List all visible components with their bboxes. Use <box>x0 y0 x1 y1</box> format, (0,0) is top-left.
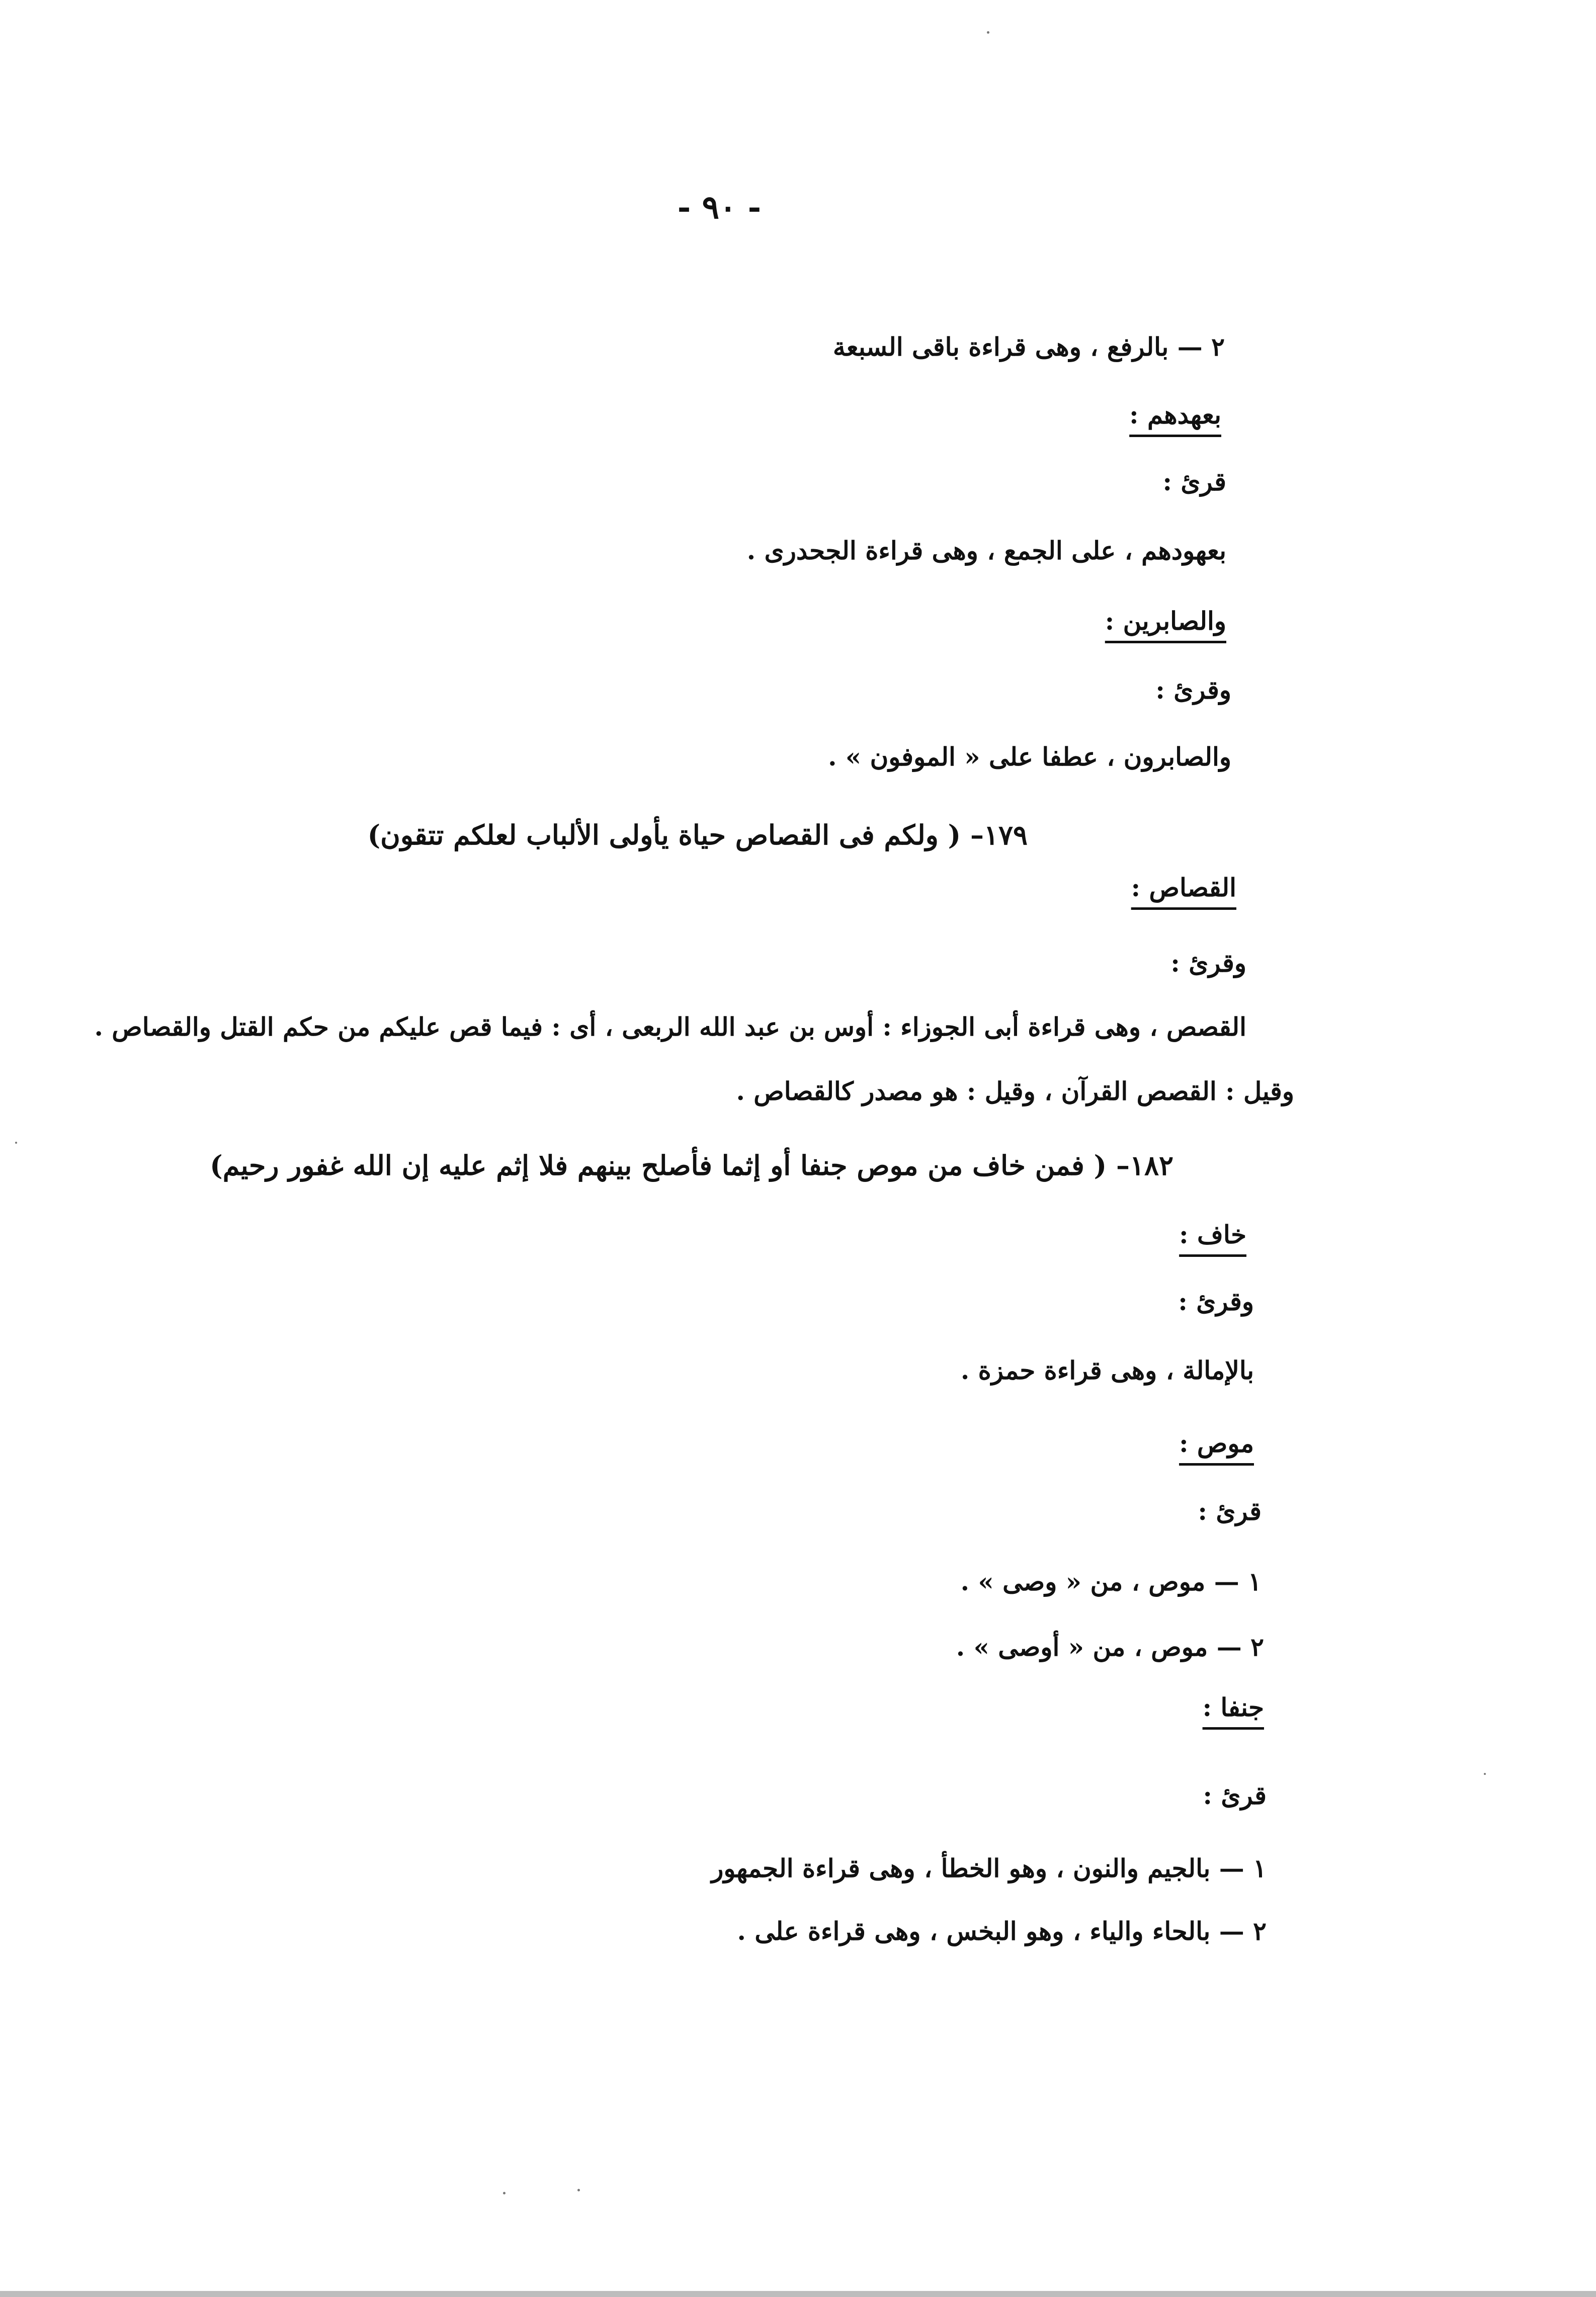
scan-speck <box>15 1142 17 1144</box>
text-line: بالإمالة ، وهى قراءة حمزة . <box>960 1355 1254 1385</box>
scan-speck <box>577 2189 580 2191</box>
text-line: ٢ — موص ، من « أوصى » . <box>956 1632 1264 1662</box>
text-line: ١ — بالجيم والنون ، وهو الخطأ ، وهى قراءة الجمهور <box>711 1853 1267 1883</box>
text-line: والصابرون ، عطفا على « الموفون » . <box>828 742 1231 772</box>
scan-speck <box>987 31 989 34</box>
text-line: وقيل : القصص القرآن ، وقيل : هو مصدر كالقصاص . <box>736 1076 1294 1106</box>
text-line: ٢ — بالحاء والياء ، وهو البخس ، وهى قراءة على . <box>737 1916 1267 1946</box>
scan-speck <box>1484 1773 1486 1775</box>
word-heading: بعهدهم : <box>1129 400 1221 430</box>
text-line: ١ — موص ، من « وصى » . <box>960 1567 1262 1596</box>
label-line: وقرئ : <box>1155 675 1231 705</box>
text-line: ٢ — بالرفع ، وهى قراءة باقى السبعة <box>832 332 1225 362</box>
verse-line: ١٨٢– ( فمن خاف من موص جنفا أو إثما فأصلح بينهم فلا إثم عليه إن الله غفور رحيم) <box>210 1149 1173 1181</box>
label-line: وقرئ : <box>1170 948 1246 978</box>
text-line: بعهودهم ، على الجمع ، وهى قراءة الجحدرى . <box>746 536 1226 565</box>
label-line: قرئ : <box>1203 1780 1267 1810</box>
label-line: قرئ : <box>1162 467 1226 496</box>
word-heading: جنفا : <box>1202 1692 1264 1722</box>
scan-speck <box>503 2192 506 2194</box>
label-line: وقرئ : <box>1178 1287 1254 1316</box>
word-heading: والصابرين : <box>1105 606 1226 636</box>
word-heading: موص : <box>1179 1428 1254 1458</box>
label-line: قرئ : <box>1198 1496 1262 1526</box>
page-number: - ٩٠ - <box>677 189 762 226</box>
page-bottom-edge <box>0 2291 1596 2297</box>
word-heading: القصاص : <box>1131 873 1236 902</box>
verse-line: ١٧٩– ( ولكم فى القصاص حياة يأولى الألباب لعلكم تتقون) <box>367 819 1028 851</box>
word-heading: خاف : <box>1179 1220 1246 1249</box>
text-line: القصص ، وهى قراءة أبى الجوزاء : أوس بن عبد الله الربعى ، أى : فيما قص عليكم من حكم القتل والقصاص . <box>94 1012 1246 1042</box>
